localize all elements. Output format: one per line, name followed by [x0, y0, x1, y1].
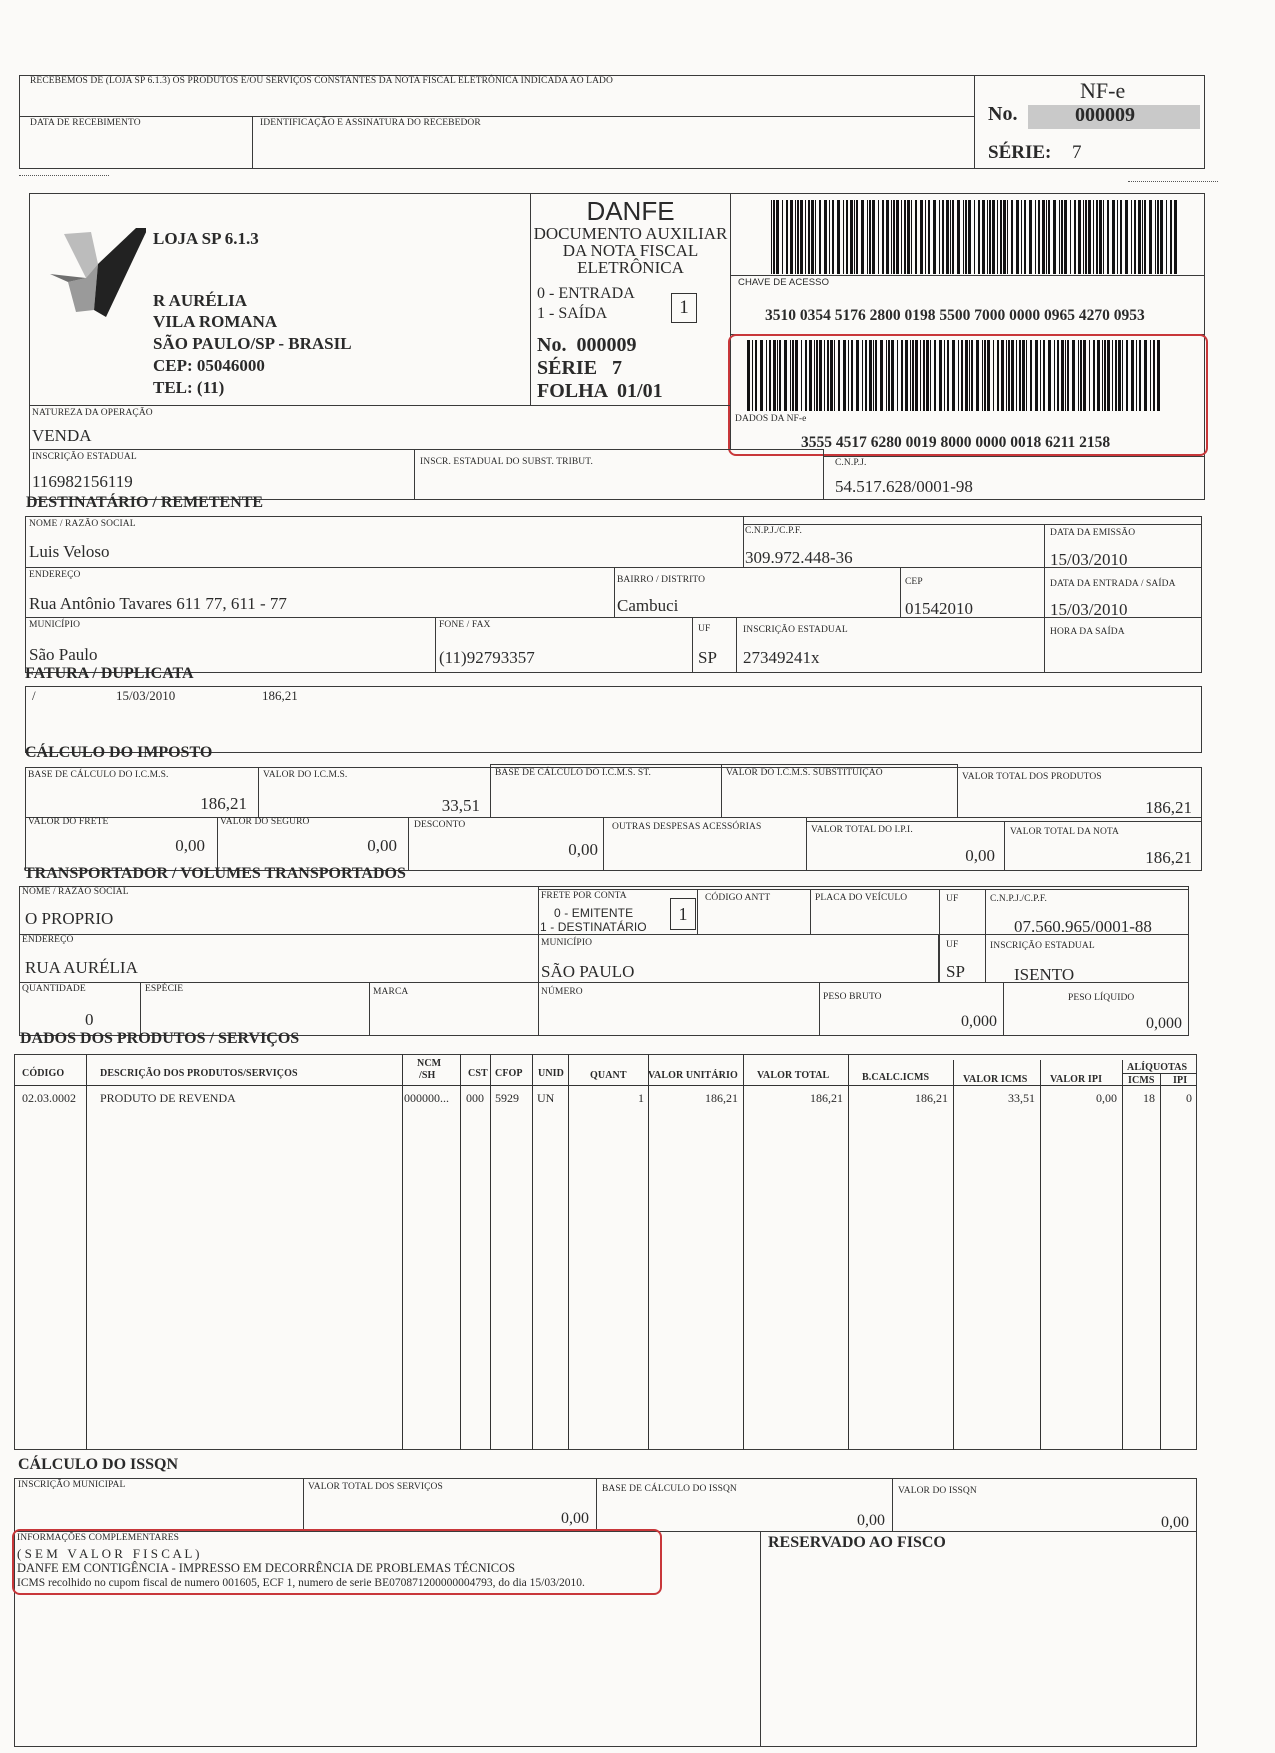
col-vicms: VALOR ICMS — [963, 1074, 1028, 1085]
danfe-subtitle-2: DA NOTA FISCAL — [562, 241, 699, 260]
receipt-nfe-label: NF-e — [1080, 78, 1126, 103]
barcode-bar — [1011, 200, 1013, 274]
fatura-vencimento: 15/03/2010 — [116, 688, 176, 703]
col-unid: UNID — [538, 1068, 564, 1079]
receipt-no-label: No. — [988, 103, 1018, 125]
receipt-text: RECEBEMOS DE (LOJA SP 6.1.3) OS PRODUTOS E/OU SERVIÇOS CONSTANTES DA NOTA FISCAL ELETRÔNICA INDICADA AO LADO — [30, 76, 613, 86]
barcode-bar — [837, 200, 840, 274]
desconto-value: 0,00 — [568, 840, 598, 859]
barcode-bar — [1144, 200, 1146, 274]
transp-ie-label: INSCRIÇÃO ESTADUAL — [990, 941, 1095, 951]
barcode-bar — [1142, 200, 1143, 274]
danfe-folha: FOLHA 01/01 — [537, 380, 663, 402]
issqn-title: CÁLCULO DO ISSQN — [18, 1456, 179, 1473]
barcode-bar — [939, 200, 940, 274]
produto-cell-cfop: 5929 — [495, 1091, 519, 1105]
transp-antt-label: CÓDIGO ANTT — [705, 893, 771, 903]
danfe-tipo-box: 1 — [671, 293, 697, 323]
cut-line-right — [1128, 181, 1218, 182]
produto-cell-total: 186,21 — [810, 1091, 843, 1105]
barcode-bar — [1059, 200, 1060, 274]
barcode-bar — [819, 200, 821, 274]
transp-quantidade-value: 0 — [85, 1010, 94, 1029]
barcode-bar — [1103, 200, 1104, 274]
barcode-bar — [1099, 200, 1102, 274]
ie-subst-label: INSCR. ESTADUAL DO SUBST. TRIBUT. — [420, 457, 593, 467]
barcode-bar — [771, 200, 772, 274]
barcode-bar — [782, 200, 783, 274]
barcode-bar — [974, 200, 975, 274]
barcode-bar — [776, 200, 779, 274]
barcode-bar — [1048, 200, 1050, 274]
col-aliquotas: ALÍQUOTAS — [1127, 1062, 1188, 1073]
barcode-bar — [1064, 200, 1067, 274]
frete-label: VALOR DO FRETE — [28, 817, 109, 827]
barcode-bar — [989, 200, 991, 274]
emitter-cep: CEP: 05046000 — [153, 356, 265, 375]
produto-cell-unid: UN — [537, 1091, 555, 1105]
barcode-bar — [1085, 200, 1087, 274]
barcode-bar — [797, 200, 799, 274]
emitter-city: SÃO PAULO/SP - BRASIL — [153, 334, 352, 353]
dest-hora-label: HORA DA SAÍDA — [1050, 627, 1125, 637]
barcode-chave-icon — [771, 200, 1183, 274]
dest-cpf-label: C.N.P.J./C.P.F. — [745, 526, 802, 536]
dest-uf-label: UF — [698, 624, 711, 634]
issqn-valor-value: 0,00 — [1161, 1514, 1189, 1531]
seguro-value: 0,00 — [367, 836, 397, 855]
produto-cell-aliq-ipi: 0 — [1186, 1091, 1192, 1105]
transp-frete-label: FRETE POR CONTA — [541, 891, 627, 901]
base-icms-value: 186,21 — [200, 794, 247, 813]
produtos-col-line — [460, 1054, 461, 1450]
barcode-bar — [904, 200, 906, 274]
barcode-bar — [1120, 200, 1122, 274]
transp-ie-value: ISENTO — [1014, 965, 1075, 984]
transp-quantidade-label: QUANTIDADE — [22, 984, 86, 994]
col-cfop: CFOP — [495, 1068, 523, 1079]
barcode-bar — [1000, 200, 1002, 274]
danfe-subtitle-3: ELETRÔNICA — [577, 258, 684, 277]
barcode-bar — [872, 200, 875, 274]
produto-cell-ncm: 000000... — [404, 1091, 449, 1105]
dados-label: DADOS DA NF-e — [735, 414, 807, 424]
fatura-valor: 186,21 — [262, 688, 298, 703]
barcode-bar — [982, 200, 985, 274]
produtos-col-line — [953, 1060, 954, 1450]
imposto-title: CÁLCULO DO IMPOSTO — [25, 744, 213, 761]
barcode-bar — [1117, 200, 1118, 274]
chave-label: CHAVE DE ACESSO — [738, 277, 830, 288]
dest-bairro-label: BAIRRO / DISTRITO — [617, 575, 706, 585]
produtos-col-line — [1040, 1060, 1041, 1450]
barcode-bar — [1157, 200, 1159, 274]
col-aliq-icms: ICMS — [1128, 1075, 1155, 1086]
fatura-numero: / — [32, 688, 36, 703]
barcode-bar — [942, 200, 944, 274]
natureza-label: NATUREZA DA OPERAÇÃO — [32, 408, 153, 418]
issqn-servicos-value: 0,00 — [561, 1510, 589, 1527]
valor-st-label: VALOR DO I.C.M.S. SUBSTITUIÇÃO — [726, 768, 883, 778]
transp-uf2-label: UF — [946, 940, 959, 950]
barcode-bar — [925, 200, 926, 274]
barcode-bar — [878, 200, 879, 274]
barcode-bar — [1029, 200, 1032, 274]
info-line-1: ( S E M V A L O R F I S C A L ) — [17, 1546, 200, 1561]
seguro-label: VALOR DO SEGURO — [220, 817, 310, 827]
col-bcalc: B.CALC.ICMS — [862, 1072, 930, 1083]
ipi-value: 0,00 — [965, 846, 995, 865]
barcode-bar — [1021, 200, 1022, 274]
barcode-bar — [773, 200, 775, 274]
dest-cep-label: CEP — [905, 577, 923, 587]
base-st-label: BASE DE CÁLCULO DO I.C.M.S. ST. — [495, 768, 651, 778]
produtos-title: DADOS DOS PRODUTOS / SERVIÇOS — [20, 1030, 300, 1047]
barcode-bar — [1024, 200, 1026, 274]
barcode-bar — [811, 200, 814, 274]
col-aliq-ipi: IPI — [1173, 1075, 1188, 1086]
produto-cell-descricao: PRODUTO DE REVENDA — [100, 1091, 236, 1105]
barcode-bar — [911, 200, 912, 274]
barcode-bar — [856, 200, 858, 274]
receipt-signature-label: IDENTIFICAÇÃO E ASSINATURA DO RECEBEDOR — [260, 118, 481, 128]
barcode-bar — [1125, 200, 1128, 274]
transp-uf2-value: SP — [946, 962, 965, 981]
transp-uf-label: UF — [946, 894, 959, 904]
barcode-bar — [1166, 200, 1167, 274]
transp-frete-opt0: 0 - EMITENTE — [554, 906, 634, 920]
barcode-bar — [896, 200, 899, 274]
issqn-valor-label: VALOR DO ISSQN — [898, 1486, 977, 1496]
produtos-frame — [14, 1054, 1197, 1450]
transp-especie-label: ESPÉCIE — [145, 984, 184, 994]
transp-peso-bruto-label: PESO BRUTO — [823, 992, 882, 1002]
total-produtos-value: 186,21 — [1145, 798, 1192, 817]
barcode-bar — [850, 200, 853, 274]
barcode-bar — [1096, 200, 1098, 274]
danfe-entrada: 0 - ENTRADA — [537, 285, 635, 302]
highlight-dados-box — [728, 334, 1208, 456]
transp-endereco-value: RUA AURÉLIA — [25, 958, 138, 977]
barcode-bar — [869, 200, 871, 274]
receipt-serie-label: SÉRIE: — [988, 142, 1052, 163]
barcode-bar — [901, 200, 902, 274]
barcode-bar — [1061, 200, 1063, 274]
produto-cell-vicms: 33,51 — [1008, 1091, 1035, 1105]
barcode-bar — [1003, 200, 1006, 274]
emit-cnpj-value: 54.517.628/0001-98 — [835, 477, 973, 496]
produto-cell-cst: 000 — [466, 1091, 484, 1105]
barcode-bar — [1134, 200, 1136, 274]
destinatario-title: DESTINATÁRIO / REMETENTE — [26, 494, 264, 511]
barcode-bar — [928, 200, 930, 274]
dest-entrada-label: DATA DA ENTRADA / SAÍDA — [1050, 579, 1176, 589]
barcode-bar — [957, 200, 960, 274]
barcode-bar — [1170, 200, 1172, 274]
fatura-frame — [25, 686, 1202, 753]
transp-cnpj-label: C.N.P.J./C.P.F. — [990, 894, 1047, 904]
produtos-col-line — [402, 1054, 403, 1450]
barcode-bar — [1138, 200, 1141, 274]
natureza-value: VENDA — [32, 426, 92, 445]
issqn-im-label: INSCRIÇÃO MUNICIPAL — [18, 1480, 126, 1490]
emitter-street: R AURÉLIA — [153, 291, 247, 310]
col-unitario: VALOR UNITÁRIO — [648, 1070, 738, 1081]
barcode-bar — [861, 200, 864, 274]
emitter-district: VILA ROMANA — [153, 312, 278, 331]
transp-nome-value: O PROPRIO — [25, 909, 114, 928]
dest-municipio-label: MUNICÍPIO — [29, 620, 81, 630]
receipt-date-label: DATA DE RECEBIMENTO — [30, 118, 141, 128]
outras-label: OUTRAS DESPESAS ACESSÓRIAS — [612, 822, 762, 832]
produtos-col-line — [568, 1054, 569, 1450]
barcode-bar — [915, 200, 917, 274]
produto-cell-unitario: 186,21 — [705, 1091, 738, 1105]
danfe-numero: No. 000009 — [537, 334, 637, 356]
dest-ie-value: 27349241x — [743, 648, 820, 667]
info-line-3: ICMS recolhido no cupom fiscal de numero 001605, ECF 1, numero de serie BE070871200000004793, do dia 15/03/2010. — [17, 1577, 585, 1589]
barcode-bar — [987, 200, 988, 274]
transp-numero-label: NÚMERO — [541, 987, 583, 997]
barcode-bar — [1174, 200, 1177, 274]
barcode-bar — [815, 200, 816, 274]
receipt-serie-value: 7 — [1072, 142, 1082, 163]
ipi-label: VALOR TOTAL DO I.P.I. — [811, 825, 913, 835]
transp-municipio-value: SÃO PAULO — [541, 962, 635, 981]
cut-line-left — [19, 175, 109, 176]
transp-marca-label: MARCA — [373, 987, 409, 997]
transp-endereco-label: ENDEREÇO — [22, 935, 74, 945]
produtos-col-line — [1160, 1073, 1161, 1450]
col-ncm-sh: /SH — [419, 1070, 436, 1081]
barcode-bar — [786, 200, 788, 274]
barcode-bar — [1131, 200, 1132, 274]
produto-cell-aliq-icms: 18 — [1143, 1091, 1155, 1105]
issqn-servicos-label: VALOR TOTAL DOS SERVIÇOS — [308, 1482, 443, 1492]
barcode-bar — [795, 200, 796, 274]
col-codigo: CÓDIGO — [22, 1068, 65, 1079]
barcode-bar — [1035, 200, 1036, 274]
dest-emissao-label: DATA DA EMISSÃO — [1050, 528, 1136, 538]
info-label: INFORMAÇÕES COMPLEMENTARES — [17, 1533, 180, 1543]
barcode-bar — [891, 200, 892, 274]
barcode-bar — [1046, 200, 1047, 274]
dest-endereco-value: Rua Antônio Tavares 611 77, 611 - 77 — [29, 594, 287, 613]
barcode-bar — [1070, 200, 1071, 274]
barcode-bar — [965, 200, 967, 274]
barcode-bar — [1053, 200, 1056, 274]
barcode-bar — [1078, 200, 1081, 274]
barcode-bar — [1112, 200, 1115, 274]
produto-cell-codigo: 02.03.0002 — [22, 1091, 76, 1105]
barcode-bar — [854, 200, 855, 274]
ie-label: INSCRIÇÃO ESTADUAL — [32, 452, 137, 462]
dest-entrada-value: 15/03/2010 — [1050, 600, 1128, 619]
issqn-base-label: BASE DE CÁLCULO DO ISSQN — [602, 1484, 737, 1494]
dest-uf-value: SP — [698, 648, 717, 667]
dest-ie-label: INSCRIÇÃO ESTADUAL — [743, 625, 848, 635]
barcode-bar — [907, 200, 910, 274]
dest-cpf-value: 309.972.448-36 — [745, 548, 853, 567]
aliquotas-divider — [1122, 1073, 1197, 1074]
dest-endereco-label: ENDEREÇO — [29, 570, 81, 580]
dest-nome-label: NOME / RAZÃO SOCIAL — [29, 519, 136, 529]
produto-cell-bcalc: 186,21 — [915, 1091, 948, 1105]
barcode-bar — [886, 200, 889, 274]
issqn-base-value: 0,00 — [857, 1512, 885, 1529]
transp-frete-opt1: 1 - DESTINATÁRIO — [540, 920, 647, 934]
chave-value: 3510 0354 5176 2800 0198 5500 7000 0000 0965 4270 0953 — [765, 307, 1145, 324]
transp-peso-bruto-value: 0,000 — [961, 1013, 997, 1030]
transp-peso-liquido-label: PESO LÍQUIDO — [1068, 993, 1135, 1003]
emitter-tel: TEL: (11) — [153, 378, 225, 397]
dest-hora-cell — [1044, 617, 1202, 673]
barcode-bar — [997, 200, 998, 274]
total-produtos-label: VALOR TOTAL DOS PRODUTOS — [962, 772, 1102, 782]
col-total: VALOR TOTAL — [757, 1070, 830, 1081]
danfe-saida: 1 - SAÍDA — [537, 305, 608, 322]
danfe-serie: SÉRIE 7 — [537, 357, 623, 379]
receipt-no-value: 000009 — [1075, 104, 1135, 126]
highlight-info-box — [12, 1529, 662, 1595]
info-line-2: DANFE EM CONTIGÊNCIA - IMPRESSO EM DECORRÊNCIA DE PROBLEMAS TÉCNICOS — [17, 1561, 516, 1575]
total-nota-label: VALOR TOTAL DA NOTA — [1010, 827, 1120, 837]
fatura-title: FATURA / DUPLICATA — [25, 665, 194, 682]
valor-icms-value: 33,51 — [441, 796, 480, 815]
barcode-bar — [992, 200, 995, 274]
barcode-bar — [824, 200, 827, 274]
transp-placa-label: PLACA DO VEÍCULO — [815, 893, 908, 903]
barcode-bar — [790, 200, 793, 274]
danfe-title: DANFE — [586, 196, 675, 226]
company-logo-icon — [36, 222, 146, 322]
dest-fone-label: FONE / FAX — [439, 620, 491, 630]
produtos-col-line — [848, 1054, 849, 1450]
barcode-bar — [950, 200, 951, 274]
barcode-bar — [946, 200, 949, 274]
barcode-bar — [808, 200, 810, 274]
barcode-bar — [805, 200, 806, 274]
barcode-bar — [1149, 200, 1152, 274]
valor-icms-label: VALOR DO I.C.M.S. — [263, 770, 348, 780]
produtos-col-line — [532, 1054, 533, 1450]
barcode-bar — [963, 200, 964, 274]
produto-cell-vipi: 0,00 — [1096, 1091, 1117, 1105]
frete-value: 0,00 — [175, 836, 205, 855]
barcode-bar — [843, 200, 844, 274]
ie-value: 116982156119 — [32, 472, 133, 491]
barcode-bar — [920, 200, 923, 274]
transporte-title: TRANSPORTADOR / VOLUMES TRANSPORTADOS — [24, 865, 406, 882]
produtos-col-line — [648, 1054, 649, 1450]
transp-peso-liquido-value: 0,000 — [1146, 1015, 1182, 1032]
col-descricao: DESCRIÇÃO DOS PRODUTOS/SERVIÇOS — [100, 1068, 298, 1079]
dest-emissao-value: 15/03/2010 — [1050, 550, 1128, 569]
dest-fone-value: (11)92793357 — [439, 648, 535, 667]
barcode-bar — [1038, 200, 1040, 274]
barcode-bar — [829, 200, 830, 274]
dest-nome-value: Luis Veloso — [29, 542, 110, 561]
produtos-col-line — [743, 1054, 744, 1450]
base-icms-label: BASE DE CÁLCULO DO I.C.M.S. — [28, 770, 169, 780]
emit-cnpj-label: C.N.P.J. — [835, 458, 867, 468]
barcode-bar — [978, 200, 980, 274]
barcode-bar — [882, 200, 884, 274]
barcode-bar — [893, 200, 895, 274]
col-cst: CST — [468, 1068, 488, 1079]
produtos-col-line — [86, 1054, 87, 1450]
col-vipi: VALOR IPI — [1050, 1074, 1103, 1085]
dest-municipio-value: São Paulo — [29, 645, 98, 664]
col-ncm: NCM — [417, 1058, 442, 1069]
barcode-bar — [800, 200, 803, 274]
barcode-bar — [1007, 200, 1008, 274]
transp-municipio-label: MUNICÍPIO — [541, 938, 593, 948]
barcode-bar — [846, 200, 848, 274]
barcode-bar — [952, 200, 954, 274]
produtos-col-line — [490, 1054, 491, 1450]
barcode-bar — [1074, 200, 1076, 274]
danfe-subtitle-1: DOCUMENTO AUXILIAR — [533, 224, 728, 243]
transp-frete-box: 1 — [670, 898, 696, 930]
produtos-header-line — [14, 1085, 1197, 1086]
fisco-label: RESERVADO AO FISCO — [768, 1534, 946, 1551]
barcode-bar — [933, 200, 936, 274]
transp-nome-label: NOME / RAZÃO SOCIAL — [22, 887, 129, 897]
transp-cnpj-value: 07.560.965/0001-88 — [1014, 917, 1152, 936]
emitter-name: LOJA SP 6.1.3 — [153, 229, 259, 248]
produtos-col-line — [1122, 1060, 1123, 1450]
dest-cep-value: 01542010 — [905, 599, 973, 618]
barcode-bar — [1160, 200, 1163, 274]
total-nota-value: 186,21 — [1145, 848, 1192, 867]
barcode-bar — [867, 200, 868, 274]
barcode-bar — [1083, 200, 1084, 274]
barcode-bar — [968, 200, 971, 274]
barcode-bar — [1088, 200, 1091, 274]
barcode-bar — [832, 200, 834, 274]
barcode-bar — [1107, 200, 1109, 274]
dados-value: 3555 4517 6280 0019 8000 0000 0018 6211 2158 — [801, 434, 1111, 451]
barcode-bar — [1093, 200, 1094, 274]
col-quant: QUANT — [590, 1070, 627, 1081]
barcode-bar — [1016, 200, 1019, 274]
produto-cell-quant: 1 — [638, 1091, 644, 1105]
dest-bairro-value: Cambuci — [617, 596, 679, 615]
barcode-bar — [1155, 200, 1156, 274]
desconto-label: DESCONTO — [414, 820, 466, 830]
barcode-bar — [1042, 200, 1045, 274]
fisco-cell — [760, 1531, 1197, 1747]
